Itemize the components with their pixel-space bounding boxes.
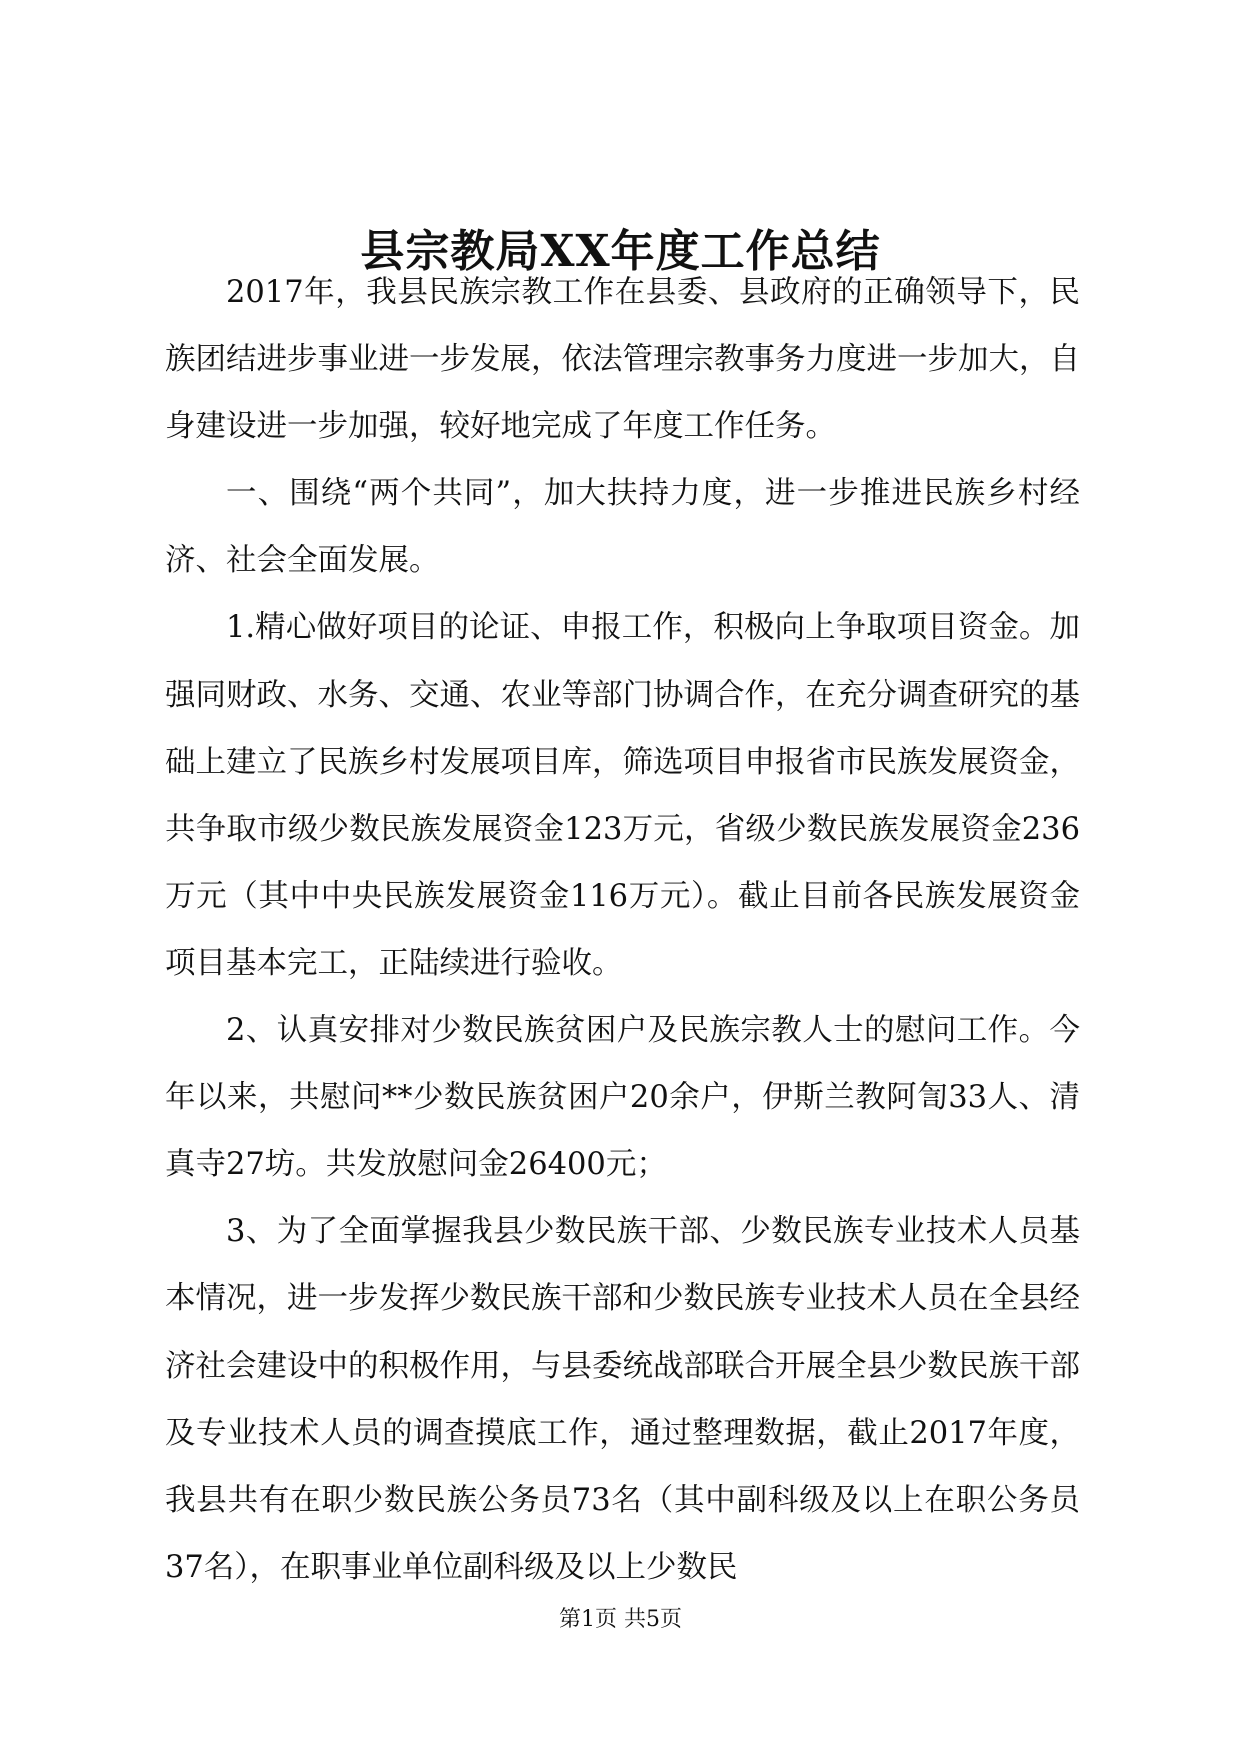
paragraph-item-3: 3、为了全面掌握我县少数民族干部、少数民族专业技术人员基本情况，进一步发挥少数民族干部和少数民族专业技术人员在全县经济社会建设中的积极作用，与县委统战部联合开展全县少数民族干部及专业技术人员的调查摸底工作，通过整理数据，截止2017年度，我县共有在职少数民族公务员73名（其中副科级及以上在职公务员37名），在职事业单位副科级及以上少数民 [165,1214,1080,1585]
document-body [165,259,1080,1601]
paragraph-item-2: 2、认真安排对少数民族贫困户及民族宗教人士的慰问工作。今年以来，共慰问**少数民族贫困户20余户，伊斯兰教阿訇33人、清真寺27坊。共发放慰问金26400元； [165,1013,1080,1183]
page-footer: 第1页 共5页 [559,1607,682,1632]
paragraph-section-1-heading: 一、围绕“两个共同”，加大扶持力度，进一步推进民族乡村经济、社会全面发展。 [165,476,1080,579]
paragraph-item-1: 1.精心做好项目的论证、申报工作，积极向上争取项目资金。加强同财政、水务、交通、农业等部门协调合作，在充分调查研究的基础上建立了民族乡村发展项目库，筛选项目申报省市民族发展资金，共争取市级少数民族发展资金123万元，省级少数民族发展资金236万元（其中中央民族发展资金116万元）。截止目前各民族发展资金项目基本完工，正陆续进行验收。 [165,610,1080,981]
document-title: 县宗教局XX年度工作总结 [360,226,881,277]
paragraph-intro: 2017年，我县民族宗教工作在县委、县政府的正确领导下，民族团结进步事业进一步发展，依法管理宗教事务力度进一步加大，自身建设进一步加强，较好地完成了年度工作任务。 [165,275,1080,445]
